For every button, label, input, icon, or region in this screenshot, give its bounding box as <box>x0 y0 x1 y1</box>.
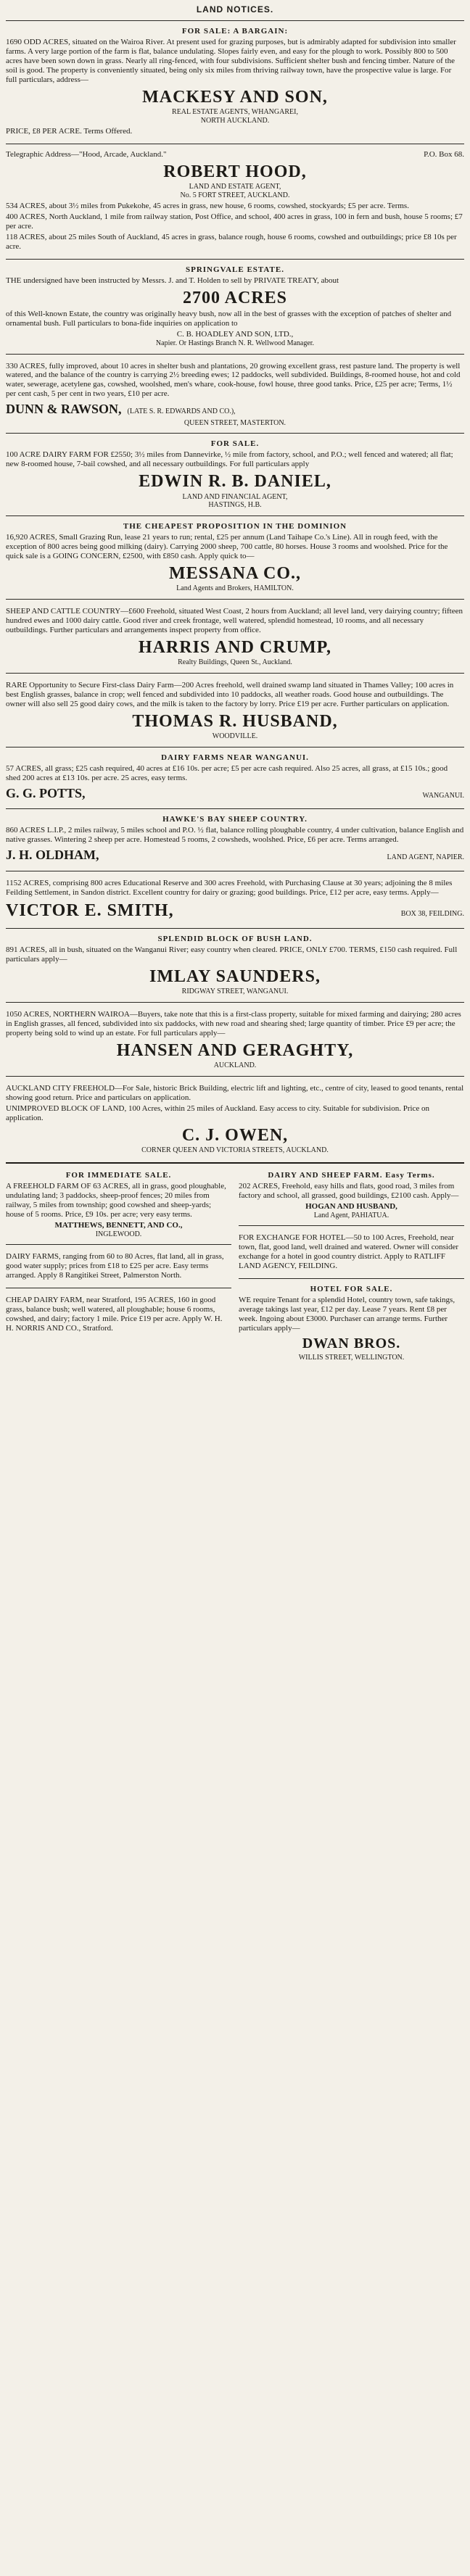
ad-headline: HOTEL FOR SALE. <box>310 1285 393 1294</box>
divider <box>239 1278 464 1279</box>
agent-address: WILLIS STREET, WELLINGTON. <box>298 1353 405 1362</box>
listing-3: 118 ACRES, about 25 miles South of Auckland, 45 acres in grass, balance rough, house 6 rooms, cowshed and outbuildings; price £8 10s per acre. <box>6 232 457 251</box>
ad-body: 1152 ACRES, comprising 800 acres Educational Reserve and 300 acres Freehold, with Purchasing Clause at 30 years; adjoining the 8 miles Feilding Settlement, in Sandon district. Excellent country for dairy or grazing; good buildings. Price, £12 per acre, easy terms. Apply— <box>6 878 453 897</box>
agent-region: NORTH AUCKLAND. <box>200 117 270 125</box>
ad-dunn-rawson <box>6 357 464 431</box>
ad-body-2: of this Well-known Estate, the country was originally heavy bush, now all in the best of grasses with the exception of patches of shelter and ornamental bush. Full particulars to bona-fide inquiries on application to <box>6 309 452 328</box>
ad-body: 100 ACRE DAIRY FARM FOR £2550; 3½ miles from Dannevirke, ½ mile from factory, school, and P.O.; well fenced and watered; all flat; new 8-roomed house, 7-bail cowshed, and all necessary outbuildings. For full particulars apply <box>6 450 453 469</box>
agent-address: QUEEN STREET, MASTERTON. <box>184 418 286 427</box>
divider <box>6 1002 464 1003</box>
ad-daniel <box>6 436 464 513</box>
agent-subtitle: Realty Buildings, Queen St., Auckland. <box>178 658 292 667</box>
divider <box>6 354 464 355</box>
ad-messana <box>6 519 464 596</box>
agent-address: LAND AGENT, NAPIER. <box>387 853 464 862</box>
left-column <box>6 1168 231 1365</box>
agent-address: HASTINGS, H.B. <box>208 501 262 510</box>
agent-subtitle: LAND AND FINANCIAL AGENT, <box>182 492 288 501</box>
ad-headline: THE CHEAPEST PROPOSITION IN THE DOMINION <box>123 522 347 531</box>
ad-headline: SPRINGVALE ESTATE. <box>186 265 284 274</box>
listing-2: 400 ACRES, North Auckland, 1 mile from railway station, Post Office, and school, 400 acres in grass, 100 in fern and bush, house 5 rooms; £7 per acre. <box>6 212 463 231</box>
ad-body: 16,920 ACRES, Small Grazing Run, lease 21 years to run; rental, £25 per annum (Land Taihape Co.'s Line). All in rough feed, with the exception of 800 acres being good milking (dairy). Carrying 2000 sheep, 700 cattle, 80 horses. House 3 rooms and woolshed. Price for the quick sale is a GOING CONCERN, £2500, with £850 cash. Apply quick to— <box>6 533 448 561</box>
divider <box>239 1225 464 1226</box>
agent-name: J. H. OLDHAM, <box>6 848 99 863</box>
agent-name: MACKESY AND SON, <box>142 87 328 107</box>
divider <box>6 515 464 516</box>
agent-name: C. B. HOADLEY AND SON, LTD., <box>176 329 294 339</box>
agent-address: AUCKLAND. <box>213 1061 257 1070</box>
agent-name: G. G. POTTS, <box>6 786 86 801</box>
agent-name: THOMAS R. HUSBAND, <box>132 712 338 732</box>
ad-matthews <box>6 1168 231 1242</box>
ad-bargain <box>6 24 464 141</box>
ad-body: 1050 ACRES, NORTHERN WAIROA—Buyers, take note that this is a first-class property, suitable for mixed farming and dairying; 280 acres in English grasses, all fenced, subdivided into six paddocks, with new road and shearing shed; large quantity of timber. Price £9 per acre; the property being sold to wind up an estate. For full particulars apply— <box>6 1009 461 1038</box>
ad-body: 57 ACRES, all grass; £25 cash required, 40 acres at £16 10s. per acre; £5 per acre cash required. Also 25 acres, all grass, at £15 10s.; good shed 200 acres at £13 10s. per acre. 25 acres, easy terms. <box>6 764 448 783</box>
ad-headline: SPLENDID BLOCK OF BUSH LAND. <box>157 934 313 943</box>
ad-headline: DAIRY AND SHEEP FARM. Easy Terms. <box>268 1170 435 1180</box>
ad-exchange <box>239 1229 464 1275</box>
divider <box>6 433 464 434</box>
agent-subtitle: Land Agents and Brokers, HAMILTON. <box>176 584 294 593</box>
agent-address: CORNER QUEEN AND VICTORIA STREETS, AUCKLAND. <box>141 1146 329 1154</box>
ad-body: CHEAP DAIRY FARM, near Stratford, 195 ACRES, 160 in good grass, balance bush; well watered, all ploughable; house 6 rooms, cowshed, and dairy; factory 1 mile. Price £19 per acre. Apply W. H. H. NORRIS AND CO., Stratford. <box>6 1296 223 1333</box>
ad-headline: HAWKE'S BAY SHEEP COUNTRY. <box>162 815 308 824</box>
agent-name: VICTOR E. SMITH, <box>6 901 174 921</box>
ad-headline: FOR SALE. <box>210 439 260 449</box>
agent-name: HANSEN AND GERAGHTY, <box>116 1040 354 1060</box>
ad-body: WE require Tenant for a splendid Hotel, country town, safe takings, average takings last year, £12 per day. Lease 7 years. Rent £8 per week. Ingoing about £3000. Purchaser can arrange terms. Further particulars apply— <box>239 1296 455 1333</box>
agent-name: IMLAY SAUNDERS, <box>149 966 321 986</box>
right-column <box>239 1168 464 1365</box>
ad-owen <box>6 1080 464 1158</box>
ad-dairy-farms <box>6 1248 231 1285</box>
divider <box>6 259 464 260</box>
agent-name: MATTHEWS, BENNETT, AND CO., <box>54 1220 183 1230</box>
ad-headline: FOR SALE: A BARGAIN: <box>181 27 289 36</box>
telegraphic-address: Telegraphic Address—"Hood, Arcade, Auckland." <box>6 149 167 159</box>
po-box: P.O. Box 68. <box>424 149 464 159</box>
agent-name: C. J. OWEN, <box>181 1125 289 1145</box>
ad-oldham <box>6 812 464 867</box>
agent-line-2: No. 5 FORT STREET, AUCKLAND. <box>180 191 290 199</box>
ad-body: 860 ACRES L.I.P., 2 miles railway, 5 miles school and P.O. ½ flat, balance rolling ploughable country, 4 under cultivation, balance English and native grasses. Wintering 2 sheep per acre. Homestead 5 rooms, 2 cowsheds, woolshed. Price, £6 per acre. Terms arranged. <box>6 826 464 845</box>
agent-note: (LATE S. R. EDWARDS AND CO.), <box>127 407 236 416</box>
divider <box>6 20 464 21</box>
agent-row <box>6 898 464 922</box>
ad-headline: FOR IMMEDIATE SALE. <box>65 1170 172 1180</box>
agent-address: Land Agent, PAHIATUA. <box>313 1211 389 1219</box>
ad-body: DAIRY FARMS, ranging from 60 to 80 Acres, flat land, all in grass, good water supply; prices from £18 to £25 per acre. Easy terms arranged. Apply 8 Rangitikei Street, Palmerston North. <box>6 1252 224 1280</box>
agent-name: HOGAN AND HUSBAND, <box>305 1201 397 1211</box>
agent-name: DUNN & RAWSON, <box>6 402 122 417</box>
divider <box>6 1162 464 1164</box>
agent-row <box>6 400 464 418</box>
agent-name: EDWIN R. B. DANIEL, <box>139 472 331 492</box>
ad-hansen <box>6 1006 464 1073</box>
page-header: LAND NOTICES. <box>196 4 274 15</box>
ad-hogan <box>239 1168 464 1223</box>
agent-address: INGLEWOOD. <box>95 1230 142 1238</box>
ad-husband <box>6 676 464 744</box>
agent-row <box>6 784 464 803</box>
ad-body: 202 ACRES, Freehold, easy hills and flats, good road, 3 miles from factory and school, all grassed, good buildings, £2100 cash. Apply— <box>239 1181 459 1200</box>
listing-1: 534 ACRES, about 3½ miles from Pukekohe, 45 acres in grass, new house, 6 rooms, cowshed, stockyards; £5 per acre. Terms. <box>6 201 409 210</box>
listing-2: UNIMPROVED BLOCK OF LAND, 100 Acres, within 25 miles of Auckland. Easy access to city. Suitable for subdivision. Price on application. <box>6 1103 430 1122</box>
two-column-section <box>6 1168 464 1365</box>
agent-row <box>6 846 464 864</box>
agent-address: RIDGWAY STREET, WANGANUI. <box>181 987 289 995</box>
agent-address: Napier. Or Hastings Branch N. R. Wellwood Manager. <box>155 339 315 347</box>
ad-body: RARE Opportunity to Secure First-class Dairy Farm—200 Acres freehold, well drained swamp land situated in Thames Valley; 100 acres in best English grasses, balance in crop; well fenced and subdivided into 10 paddocks, all weather roads. Good house and outbuildings. The owner will also sell 25 good dairy cows, and the milk is taken to the factory by lorry. Price £19 per acre. Further particulars on application. <box>6 681 454 709</box>
acre-title: 2700 ACRES <box>182 288 288 307</box>
divider <box>6 673 464 674</box>
telegraph-row <box>6 150 464 160</box>
agent-name: HARRIS AND CRUMP, <box>138 638 332 658</box>
divider <box>6 1076 464 1077</box>
ad-smith <box>6 874 464 925</box>
agent-address: BOX 38, FEILDING. <box>400 910 464 919</box>
divider <box>6 928 464 929</box>
agent-name: ROBERT HOOD, <box>163 162 307 181</box>
agent-address: WANGANUI. <box>422 792 464 800</box>
ad-saunders <box>6 932 464 999</box>
ad-body: A FREEHOLD FARM OF 63 ACRES, all in grass, good ploughable, undulating land; 3 paddocks, sheep-proof fences; 20 miles from railway, 5 miles from township; good cowshed and sheep-yards; house of 5 rooms. Price, £9 10s. per acre; very easy terms. <box>6 1181 226 1219</box>
agent-name: MESSANA CO., <box>168 564 302 584</box>
ad-harris-crump <box>6 602 464 670</box>
listing-1: AUCKLAND CITY FREEHOLD—For Sale, historic Brick Building, electric lift and lighting, etc., centre of city, leased to good tenants, rental showing good return. Price and particulars on application. <box>6 1083 464 1102</box>
ad-body: FOR EXCHANGE FOR HOTEL—50 to 100 Acres, Freehold, near town, flat, good land, well drained and watered. Owner will consider exchange for a hotel in good country district. Apply to RATLIFF LAND AGENCY, FEILDING. <box>239 1233 459 1271</box>
agent-subtitle: REAL ESTATE AGENTS, WHANGAREI, <box>172 108 298 117</box>
ad-headline: DAIRY FARMS NEAR WANGANUI. <box>161 753 309 763</box>
agent-line-1: LAND AND ESTATE AGENT, <box>189 183 281 191</box>
agent-address: WOODVILLE. <box>212 732 258 741</box>
divider <box>6 599 464 600</box>
divider <box>6 808 464 809</box>
ad-body: SHEEP AND CATTLE COUNTRY—£600 Freehold, situated West Coast, 2 hours from Auckland; all level land, very dairying country; fifteen hundred ewes and 1000 dairy cattle. Good river and creek frontage, well watered, splendid homestead, 10 rooms, and all necessary outbuildings. Further particulars and arrangements inspect property from office. <box>6 607 463 635</box>
ad-body: 891 ACRES, all in bush, situated on the Wanganui River; easy country when cleared. PRICE, ONLY £700. TERMS, £150 cash required. Full particulars apply— <box>6 945 458 964</box>
ad-cheap-dairy <box>6 1291 231 1338</box>
ad-body: 330 ACRES, fully improved, about 10 acres in shelter bush and plantations, 20 growing excellent grass, rest pasture land. The property is well watered, and the balance of the country is carrying 2½ breeding ewes; 12 paddocks, well subdivided. Buildings, 8-roomed house, hot and cold water, sewerage, acetylene gas, cowshed, woolshed, men's whare, cook-house, fowl house, three good tanks. Price, £25 per acre; Terms, 1½ per cent cash, 5 per cent in two years, £10 per acre. <box>6 361 461 399</box>
divider <box>6 1244 231 1245</box>
ad-springvale <box>6 262 464 351</box>
ad-robert-hood <box>6 147 464 256</box>
ad-potts <box>6 750 464 805</box>
agent-name: DWAN BROS. <box>302 1335 401 1352</box>
ad-price: PRICE, £8 PER ACRE. Terms Offered. <box>6 126 133 136</box>
ad-body: THE undersigned have been instructed by Messrs. J. and T. Holden to sell by PRIVATE TREATY, about <box>6 276 339 285</box>
ad-body: 1690 ODD ACRES, situated on the Wairoa River. At present used for grazing purposes, but is admirably adapted for subdivision into smaller farms. A very large portion of the farm is flat, balance undulating. Slopes fairly even, and easy for the plough to work. Possibly 800 to 500 acres have been sown down in grass. Nearly all ring-fenced, with four subdivisions. Sufficient shelter bush and fencing timber. Nature of the soil is good. The property is conveniently situated, being only six miles from thriving railway town, have the prospective value is large. For full particulars, address— <box>6 38 456 84</box>
ad-hotel <box>239 1282 464 1364</box>
